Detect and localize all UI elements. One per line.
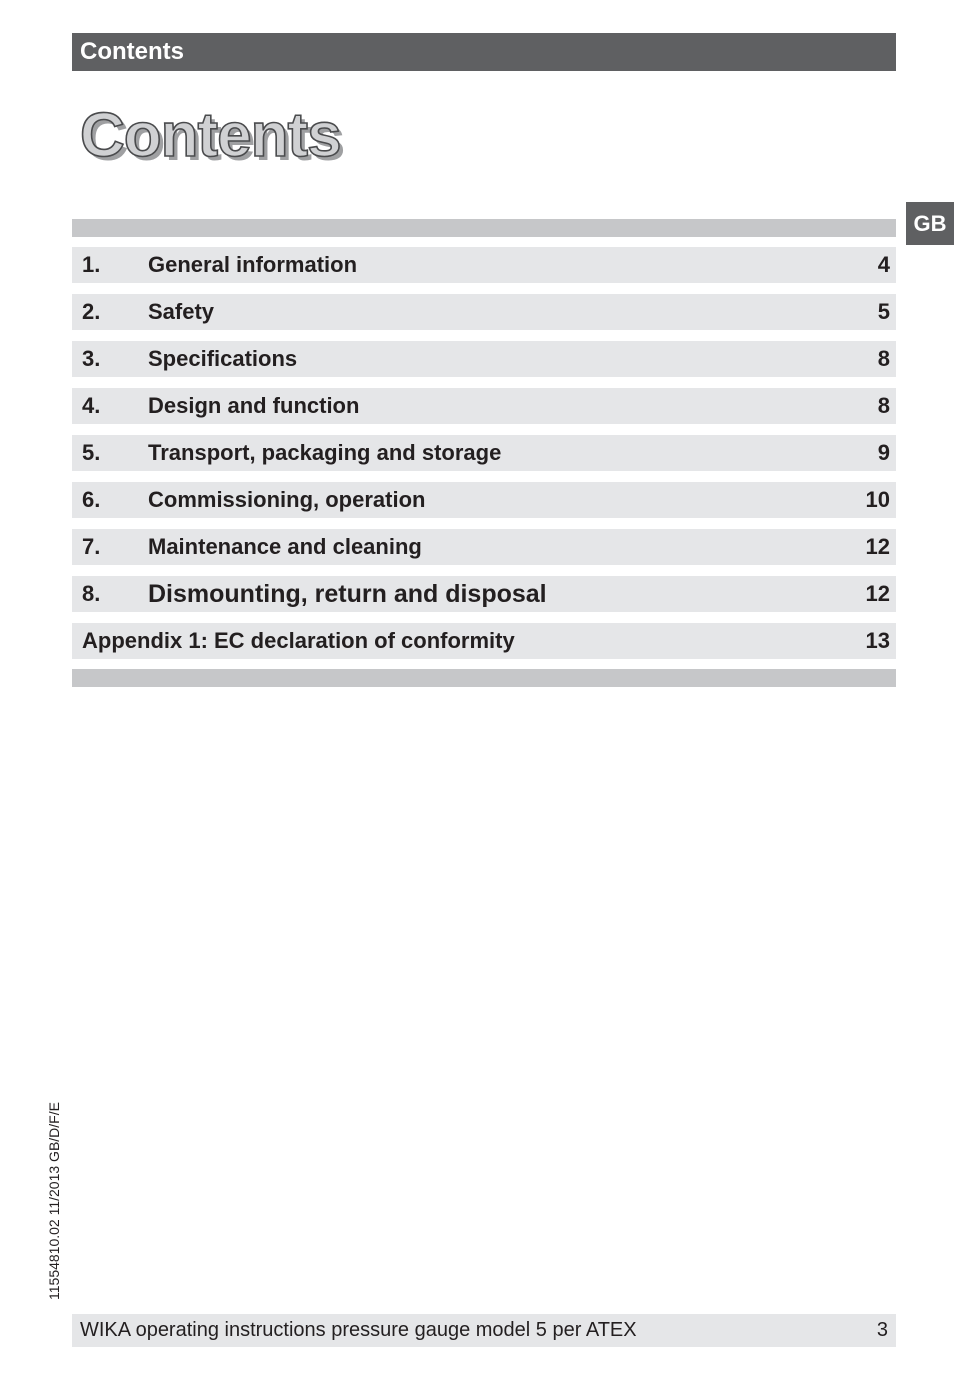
table-of-contents [72,247,896,670]
document-code: 11554810.02 11/2013 GB/D/F/E [46,1102,62,1300]
toc-number: 1. [82,252,101,277]
toc-number: 6. [82,487,101,512]
toc-entry-design-and-function[interactable] [72,388,896,424]
toc-page-number: 8 [877,346,890,371]
language-tab[interactable]: GB [906,202,954,245]
toc-number: 8. [82,581,101,606]
toc-number: 2. [82,299,101,324]
toc-page-number: 10 [865,487,890,512]
toc-label: General information [148,252,358,277]
toc-label: Design and function [148,393,360,418]
toc-page-number: 4 [877,252,890,277]
toc-page-number: 8 [877,393,890,418]
toc-entry-dismounting[interactable] [72,576,896,612]
toc-number: 7. [82,534,101,559]
toc-number: 3. [82,346,101,371]
toc-page-number: 13 [865,628,890,653]
toc-label: Dismounting, return and disposal [148,580,547,608]
page-footer [72,1314,896,1347]
toc-number: 4. [82,393,101,418]
toc-label: Transport, packaging and storage [148,440,502,465]
section-header [72,33,896,71]
footer-page-number: 3 [876,1319,888,1341]
toc-entry-maintenance[interactable] [72,529,896,565]
toc-number: 5. [82,440,101,465]
toc-label: Appendix 1: EC declaration of conformity [82,628,515,653]
toc-label: Specifications [148,346,298,371]
toc-entry-appendix[interactable] [72,623,896,659]
toc-label: Safety [148,299,215,324]
toc-bottom-rule [72,669,896,687]
toc-page-number: 12 [865,581,890,606]
toc-label: Commissioning, operation [148,487,426,512]
toc-page-number: 5 [877,299,890,324]
toc-entry-safety[interactable] [72,294,896,330]
toc-page-number: 12 [865,534,890,559]
toc-entry-general-information[interactable] [72,247,896,283]
toc-entry-transport[interactable] [72,435,896,471]
toc-top-rule [72,219,896,237]
toc-entry-specifications[interactable] [72,341,896,377]
toc-label: Maintenance and cleaning [148,534,422,559]
toc-entry-commissioning[interactable] [72,482,896,518]
toc-page-number: 9 [877,440,890,465]
section-header-title: Contents [80,38,184,65]
page-title: Contents [80,101,341,170]
footer-text: WIKA operating instructions pressure gauge model 5 per ATEX [80,1319,637,1341]
